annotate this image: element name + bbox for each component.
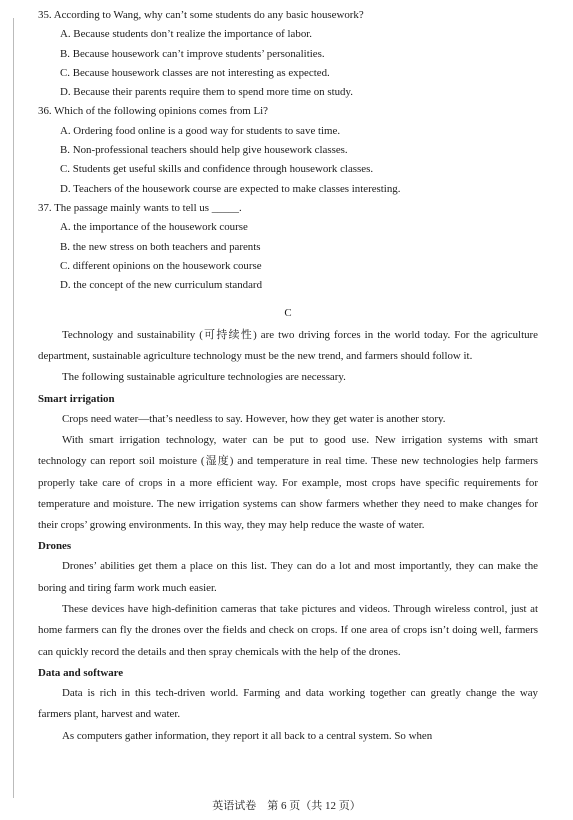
section-heading-data-and-software: Data and software xyxy=(38,666,124,679)
question-stem: 36. Which of the following opinions comes from Li? xyxy=(38,105,268,118)
passage-paragraph: Drones’ abilities get them a place on this list. They can do a lot and most importantly, they can make the boring and tiring farm work much easier. xyxy=(38,560,538,594)
option-d: D. the concept of the new curriculum standard xyxy=(60,279,263,292)
passage-paragraph: With smart irrigation technology, water can be put to good use. New irrigation systems with smart technology can report soil moisture (湿度) and temperature in real time. These new technologies help farmers properly take care of crops in a more efficient way. For example, most crops have specific requirements for temperature and moisture. The new irrigation systems can show farmers whether they need to make changes for their crops’ growing environments. In this way, they may help reduce the waste of water. xyxy=(38,433,538,532)
question-36 xyxy=(38,102,538,198)
passage-paragraph: Data is rich in this tech-driven world. Farming and data working together can greatly change the way farmers plant, harvest and water. xyxy=(38,686,538,721)
passage-intro-paragraph: The following sustainable agriculture technologies are necessary. xyxy=(62,371,346,384)
option-a: A. Ordering food online is a good way for students to save time. xyxy=(60,124,341,137)
question-35 xyxy=(38,6,538,102)
option-d: D. Because their parents require them to spend more time on study. xyxy=(60,86,353,99)
option-a: A. Because students don’t realize the importance of labor. xyxy=(60,28,313,41)
passage-paragraph: These devices have high-definition cameras that take pictures and videos. Through wireless control, just at home farmers can fly the drones over the fields and check on crops. If one area of crops isn’t doing well, farmers can quickly record the details and then spray chemicals with the help of the drones. xyxy=(38,603,538,658)
exam-page xyxy=(38,6,538,747)
section-heading-smart-irrigation: Smart irrigation xyxy=(38,392,115,405)
passage-paragraph: As computers gather information, they report it all back to a central system. So when xyxy=(62,729,433,742)
section-heading-drones: Drones xyxy=(38,540,72,553)
binding-margin-line xyxy=(13,18,14,798)
option-c: C. different opinions on the housework course xyxy=(60,259,262,272)
option-b: B. Non-professional teachers should help give housework classes. xyxy=(60,144,348,157)
question-stem: 35. According to Wang, why can’t some students do any basic housework? xyxy=(38,9,364,21)
option-c: C. Students get useful skills and confidence through housework classes. xyxy=(60,163,374,176)
option-d: D. Teachers of the housework course are expected to make classes interesting. xyxy=(60,182,401,195)
question-stem: 37. The passage mainly wants to tell us _____. xyxy=(38,201,242,214)
question-37 xyxy=(38,199,538,295)
page-footer: 英语试卷 第 6 页（共 12 页） xyxy=(212,800,361,812)
passage-intro-paragraph: Technology and sustainability (可持续性) are two driving forces in the world today. For the agriculture department, sustainable agriculture technology must be the new trend, and farmers should follow it. xyxy=(38,328,538,363)
passage-paragraph: Crops need water—that’s needless to say. However, how they get water is another story. xyxy=(62,412,446,425)
option-a: A. the importance of the housework course xyxy=(60,221,248,234)
option-b: B. Because housework can’t improve students’ personalities. xyxy=(60,47,325,60)
option-c: C. Because housework classes are not interesting as expected. xyxy=(60,66,330,79)
option-b: B. the new stress on both teachers and parents xyxy=(60,240,261,253)
passage-label: C xyxy=(284,307,292,320)
